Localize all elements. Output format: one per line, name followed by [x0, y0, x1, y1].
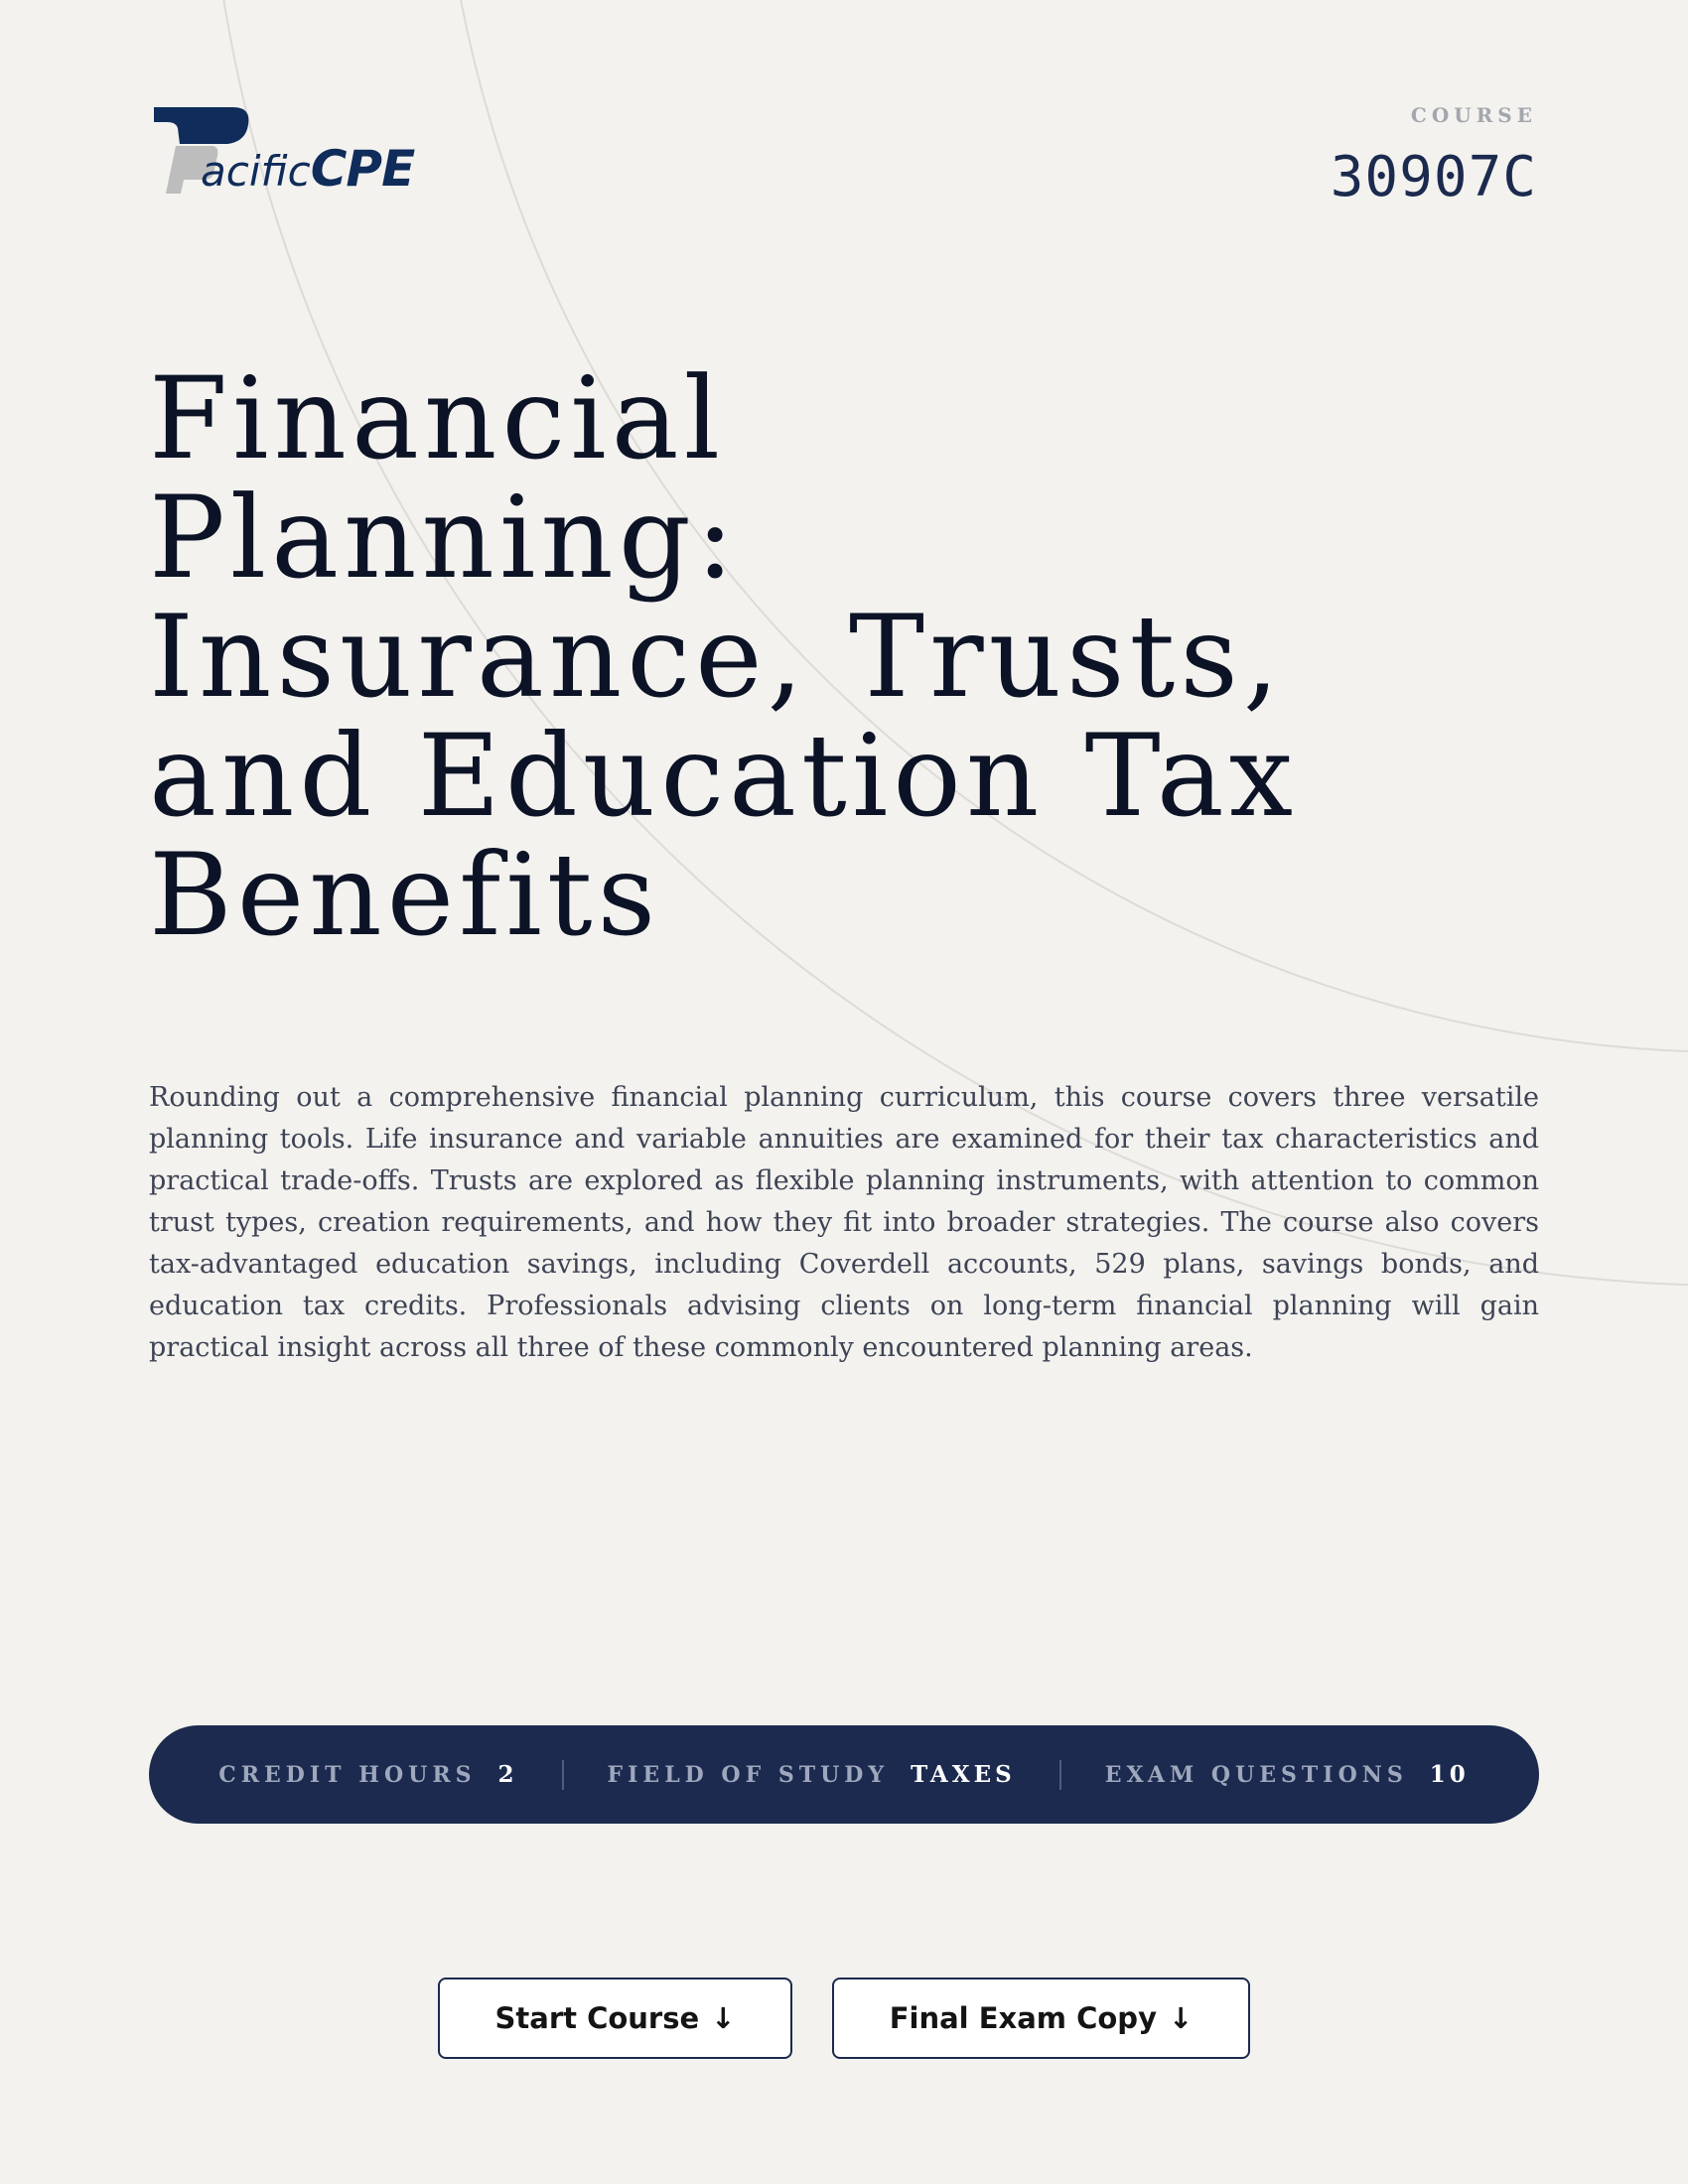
title-line: Financial	[149, 352, 726, 484]
final-exam-copy-label: Final Exam Copy	[889, 2001, 1157, 2035]
logo-text-bold: CPE	[310, 140, 415, 198]
title-line: Planning:	[149, 472, 740, 604]
title-line: Benefits	[149, 829, 661, 961]
course-stats-bar	[149, 1725, 1539, 1824]
start-course-label: Start Course	[494, 2001, 700, 2035]
arrow-down-icon: ↓	[711, 2001, 736, 2035]
arrow-down-icon: ↓	[1168, 2001, 1194, 2035]
final-exam-copy-button[interactable]	[832, 1978, 1250, 2059]
start-course-button[interactable]	[438, 1978, 792, 2059]
stat-label: EXAM QUESTIONS	[1104, 1761, 1408, 1788]
stat-label: CREDIT HOURS	[218, 1761, 477, 1788]
stat-credit-hours	[175, 1761, 561, 1788]
title-line: and Education Tax	[149, 710, 1299, 842]
stat-label: FIELD OF STUDY	[607, 1761, 890, 1788]
course-code: 30907C	[1330, 145, 1537, 209]
stat-value: 10	[1429, 1761, 1470, 1788]
course-label: COURSE	[1410, 103, 1537, 127]
stat-exam-questions	[1061, 1761, 1513, 1788]
stat-value: TAXES	[911, 1761, 1016, 1788]
course-description: Rounding out a comprehensive financial planning curriculum, this course covers three versatile planning tools. Life insurance and variable annuities are examined for their tax characteristics and practical trade-offs. Trusts are explored as flexible planning instruments, with attention to common trust types, creation requirements, and how they fit into broader strategies. The course also covers tax-advantaged education savings, including Coverdell accounts, 529 plans, savings bonds, and education tax credits. Professionals advising clients on long-term financial planning will gain practical insight across all three of these commonly encountered planning areas.	[149, 1082, 1539, 1363]
logo-text-light: acific	[201, 147, 311, 196]
title-line: Insurance, Trusts,	[149, 591, 1285, 723]
stat-field-of-study	[564, 1761, 1059, 1788]
logo-wordmark	[201, 140, 415, 198]
stat-value: 2	[497, 1761, 518, 1788]
action-buttons	[0, 1978, 1688, 2059]
course-title	[149, 352, 1440, 961]
